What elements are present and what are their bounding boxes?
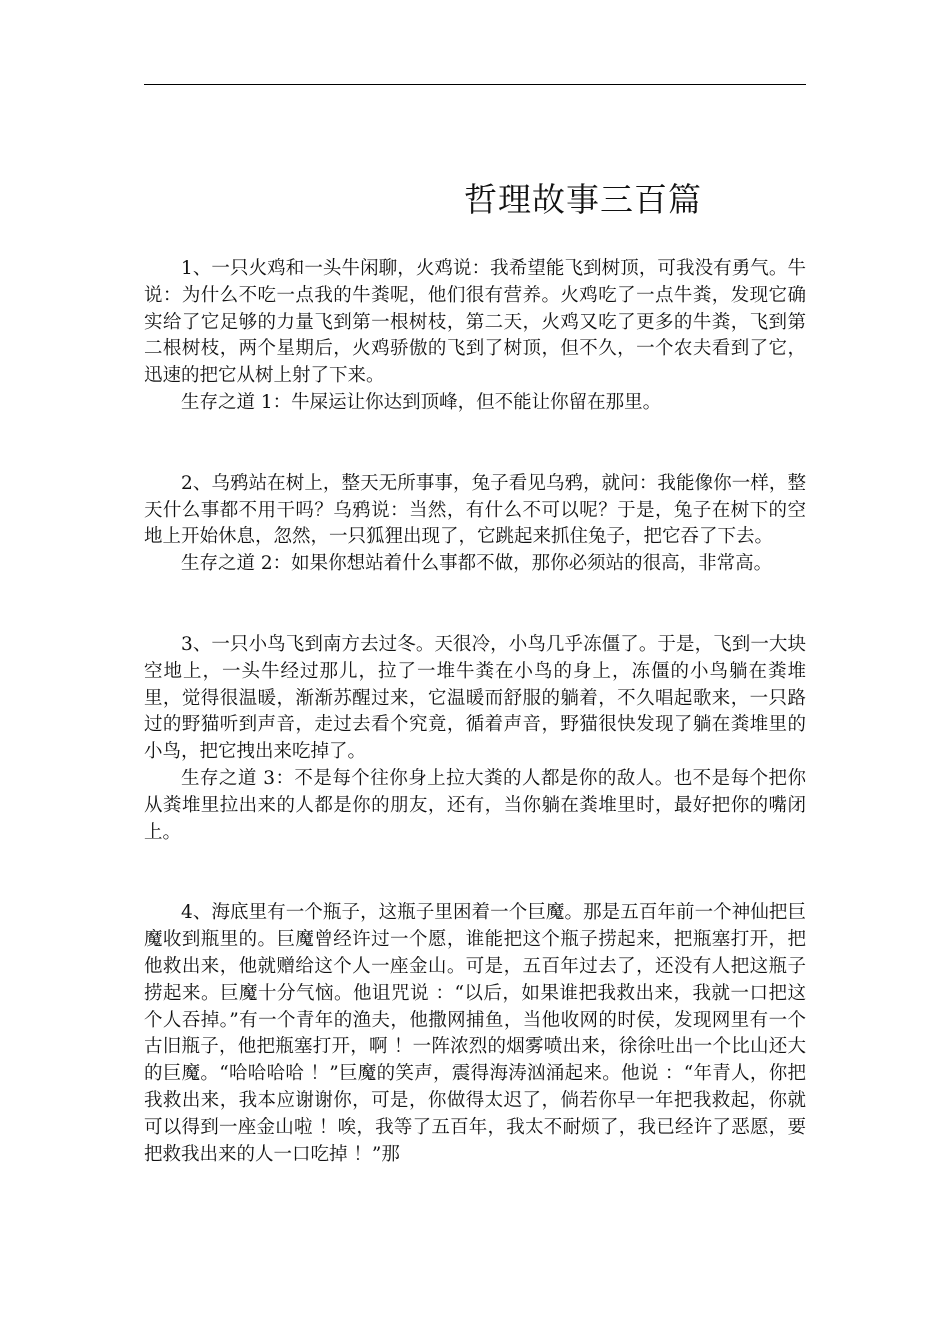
- story-3-text: 3、一只小鸟飞到南方去过冬。天很冷，小鸟几乎冻僵了。于是，飞到一大块空地上，一头牛经过那儿，拉了一堆牛粪在小鸟的身上，冻僵的小鸟躺在粪堆里，觉得很温暖，渐渐苏醒过来，它温暖而舒服的躺着，不久唱起歌来，一只路过的野猫听到声音，走过去看个究竟，循着声音，野猫很快发现了躺在粪堆里的小鸟，把它拽出来吃掉了。: [144, 633, 806, 763]
- story-4-text: 4、海底里有一个瓶子，这瓶子里困着一个巨魔。那是五百年前一个神仙把巨魔收到瓶里的。巨魔曾经许过一个愿，谁能把这个瓶子捞起来，把瓶塞打开，把他救出来，他就赠给这个人一座金山。可是，五百年过去了，还没有人把这瓶子捞起来。巨魔十分气恼。他诅咒说 ：“以后，如果谁把我救出来，我就一口把这个人吞掉。”有一个青年的渔夫，他撒网捕鱼，当他收网的时侯，发现网里有一个古旧瓶子，他把瓶塞打开，啊 ！一阵浓烈的烟雾喷出来，徐徐吐出一个比山还大的巨魔。“哈哈哈哈 ！”巨魔的笑声，震得海涛汹涌起来。他说 ：“年青人，你把我救出来，我本应谢谢你，可是，你做得太迟了，倘若你早一年把我救起，你就可以得到一座金山啦 ！唉，我等了五百年，我太不耐烦了，我已经许了恶愿，要把救我出来的人一口吃掉 ！”那: [144, 902, 806, 1165]
- document-title: 哲理故事三百篇: [464, 180, 702, 219]
- story-2-moral: 生存之道 2：如果你想站着什么事都不做，那你必须站的很高，非常高。: [181, 553, 773, 575]
- story-1-moral: 生存之道 1：牛屎运让你达到顶峰，但不能让你留在那里。: [181, 391, 662, 413]
- story-2-text: 2、乌鸦站在树上，整天无所事事，兔子看见乌鸦，就问：我能像你一样，整天什么事都不用干吗？乌鸦说：当然，有什么不可以呢？于是，兔子在树下的空地上开始休息，忽然，一只狐狸出现了，它跳起来抓住兔子，把它吞了下去。: [144, 472, 806, 548]
- story-gap: [144, 578, 806, 632]
- story-gap: [144, 846, 806, 900]
- header-rule: [144, 84, 806, 85]
- story-1-text: 1、一只火鸡和一头牛闲聊，火鸡说：我希望能飞到树顶，可我没有勇气。牛说：为什么不吃一点我的牛粪呢，他们很有营养。火鸡吃了一点牛粪，发现它确实给了它足够的力量飞到第一根树枝，第二天，火鸡又吃了更多的牛粪，飞到第二根树枝，两个星期后，火鸡骄傲的飞到了树顶，但不久，一个农夫看到了它，迅速的把它从树上射了下来。: [144, 258, 806, 387]
- story-3-moral: 生存之道 3：不是每个往你身上拉大粪的人都是你的敌人。也不是每个把你从粪堆里拉出来的人都是你的朋友，还有，当你躺在粪堆里时，最好把你的嘴闭上。: [144, 767, 806, 843]
- document-body: [144, 256, 806, 1168]
- story-gap: [144, 417, 806, 471]
